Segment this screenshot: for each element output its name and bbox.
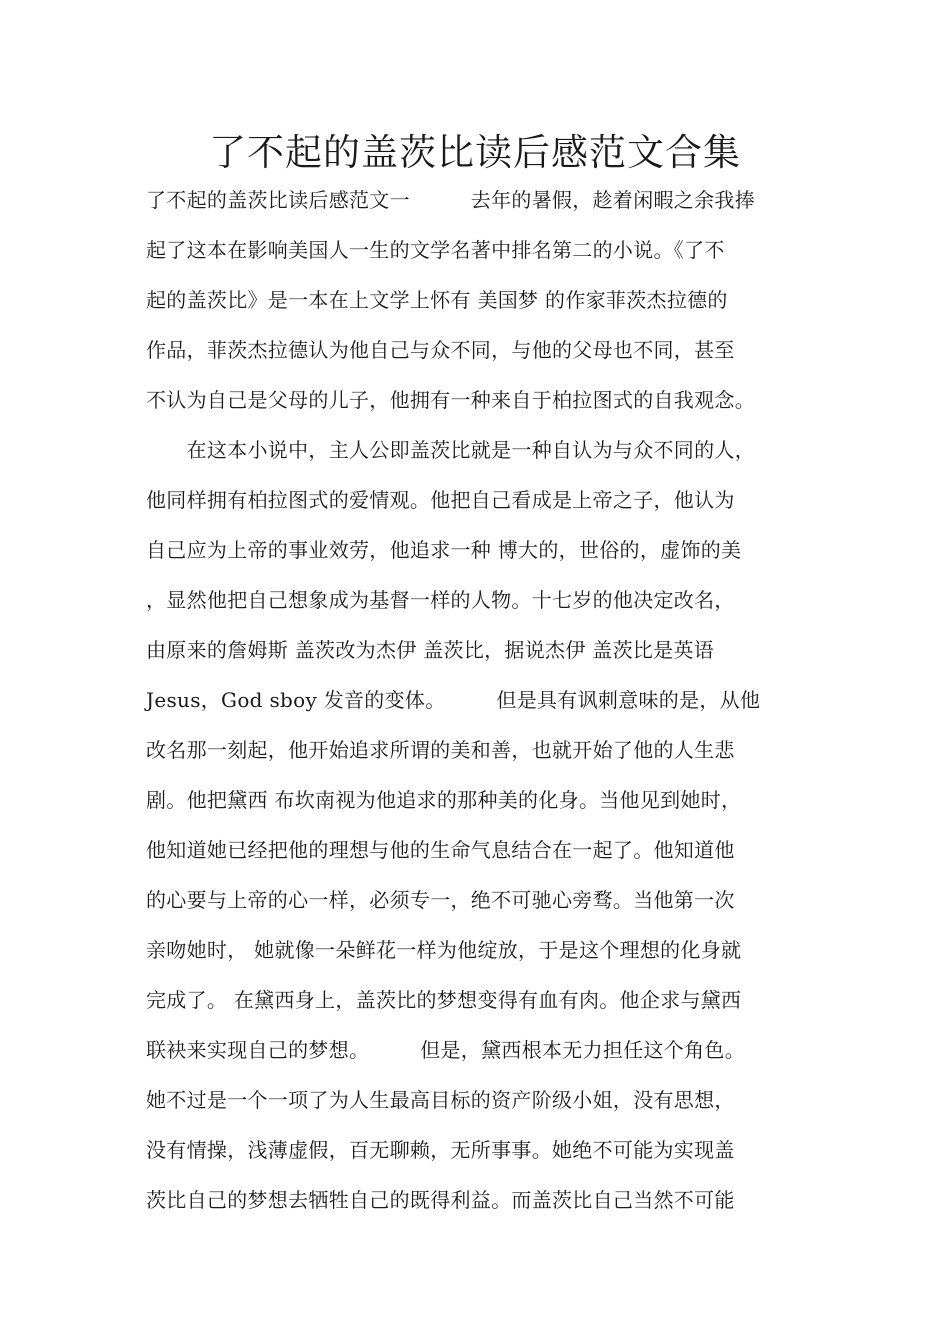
text-line: 改名那一刻起，他开始追求所谓的美和善，也就开始了他的人生悲 — [146, 738, 735, 762]
text-line: 联袂来实现自己的梦想。 但是，黛西根本无力担任这个角色。 — [146, 1038, 745, 1062]
text-line: 亲吻她时， 她就像一朵鲜花一样为他绽放，于是这个理想的化身就 — [146, 938, 742, 962]
text-line: 了不起的盖茨比读后感范文一 去年的暑假，趁着闲暇之余我捧 — [146, 188, 755, 212]
text-line: 他同样拥有柏拉图式的爱情观。他把自己看成是上帝之子，他认为 — [146, 488, 735, 512]
text-line: 在这本小说中，主人公即盖茨比就是一种自认为与众不同的人， — [146, 438, 755, 462]
text-line: 没有情操，浅薄虚假，百无聊赖，无所事事。她绝不可能为实现盖 — [146, 1138, 735, 1162]
text-line: 由原来的詹姆斯 盖茨改为杰伊 盖茨比，据说杰伊 盖茨比是英语 — [146, 638, 715, 662]
text-line: 完成了。 在黛西身上，盖茨比的梦想变得有血有肉。他企求与黛西 — [146, 988, 742, 1012]
text-line: 他知道她已经把他的理想与他的生命气息结合在一起了。他知道他 — [146, 838, 735, 862]
text-line: 自己应为上帝的事业效劳，他追求一种 博大的，世俗的，虚饰的美 — [146, 538, 742, 562]
text-line: ，显然他把自己想象成为基督一样的人物。十七岁的他决定改名， — [146, 588, 735, 612]
text-line: 不认为自己是父母的儿子，他拥有一种来自于柏拉图式的自我观念。 — [146, 388, 755, 412]
text-line: 起了这本在影响美国人一生的文学名著中排名第二的小说。《了不 — [146, 238, 725, 262]
text-line: 起的盖茨比》是一本在上文学上怀有 美国梦 的作家菲茨杰拉德的 — [146, 288, 728, 312]
document-title: 了不起的盖茨比读后感范文合集 — [209, 131, 741, 174]
text-line: Jesus，God sboy 发音的变体。 但是具有讽刺意味的是，从他 — [146, 688, 761, 712]
text-line: 剧。他把黛西 布坎南视为他追求的那种美的化身。当他见到她时， — [146, 788, 742, 812]
text-line: 她不过是一个一项了为人生最高目标的资产阶级小姐，没有思想， — [146, 1088, 735, 1112]
text-line: 的心要与上帝的心一样，必须专一，绝不可驰心旁骛。当他第一次 — [146, 888, 735, 912]
text-line: 茨比自己的梦想去牺牲自己的既得利益。而盖茨比自己当然不可能 — [146, 1188, 735, 1212]
text-line: 作品，菲茨杰拉德认为他自己与众不同，与他的父母也不同，甚至 — [146, 338, 735, 362]
